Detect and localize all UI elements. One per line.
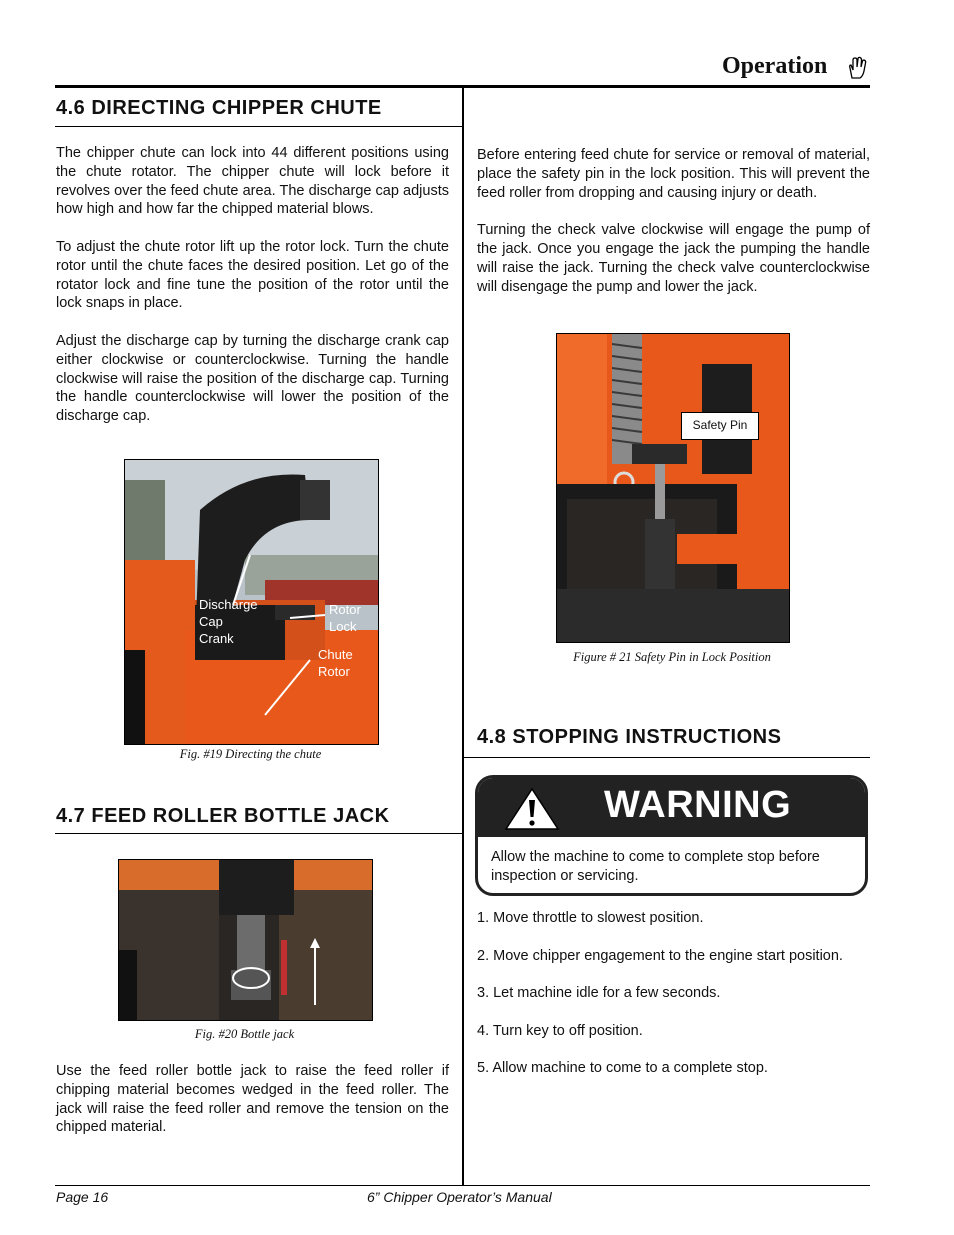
- bottle-jack-photo-illustration: [119, 860, 372, 1020]
- warning-triangle-icon: [503, 786, 561, 832]
- heading-4-8-rule: [463, 757, 870, 758]
- section-header-title: Operation: [722, 53, 828, 79]
- list-item: 5. Allow machine to come to a complete stop.: [477, 1060, 768, 1076]
- figure-19-photo: [124, 459, 379, 745]
- warning-text: Allow the machine to come to complete stop before inspection or servicing.: [491, 849, 820, 884]
- warning-box: [475, 775, 868, 896]
- list-item: 4. Turn key to off position.: [477, 1022, 643, 1039]
- manual-title: 6” Chipper Operator’s Manual: [367, 1189, 552, 1205]
- heading-4-6-rule: [55, 126, 462, 127]
- figure-21-caption: Figure # 21 Safety Pin in Lock Position: [573, 650, 771, 664]
- figure-20-caption: Fig. #20 Bottle jack: [194, 1027, 295, 1041]
- paragraph: Turning the check valve clockwise will engage the pump of the jack. Once you engage the jack the pumping the handle will raise the jack. Turning the check valve counterclockwise will disengage the pump and lower the jack.: [477, 222, 870, 295]
- heading-4-7: 4.7 FEED ROLLER BOTTLE JACK: [56, 805, 390, 827]
- safety-pin-label: Safety Pin: [681, 412, 759, 440]
- list-item: 2. Move chipper engagement to the engine start position.: [477, 947, 843, 964]
- callout-discharge-cap-crank: Discharge Cap Crank: [199, 597, 258, 646]
- figure-19-caption: Fig. #19 Directing the chute: [179, 747, 322, 761]
- paragraph: The chipper chute can lock into 44 different positions using the chute rotator. The chipper chute will lock before it revolves over the feed chute area. The discharge cap adjusts how high and how far the chipped material blows.: [56, 145, 449, 218]
- hand-icon: [846, 56, 868, 80]
- safety-pin-photo-illustration: [557, 334, 789, 642]
- footer-rule: [55, 1185, 870, 1186]
- stopping-steps-list: [477, 910, 869, 1098]
- section-4-6-body: [56, 144, 449, 445]
- list-item: 1. Move throttle to slowest position.: [477, 910, 704, 926]
- paragraph: Before entering feed chute for service or removal of material, place the safety pin in the lock position. This will prevent the feed roller from dropping and causing injury or death.: [477, 147, 870, 201]
- heading-4-7-rule: [55, 833, 462, 834]
- warning-title: WARNING: [604, 784, 792, 826]
- right-column-body: [477, 146, 870, 315]
- page-number: Page 16: [56, 1189, 109, 1205]
- heading-4-6: 4.6 DIRECTING CHIPPER CHUTE: [56, 97, 382, 119]
- warning-header: [478, 778, 865, 837]
- callout-chute-rotor: Chute Rotor: [318, 647, 353, 679]
- figure-20-photo: [118, 859, 373, 1021]
- figure-21-photo: [556, 333, 790, 643]
- column-divider: [462, 85, 464, 1186]
- callout-rotor-lock: Rotor Lock: [329, 602, 361, 634]
- paragraph: To adjust the chute rotor lift up the rotor lock. Turn the chute rotor until the chute faces the desired position. Let go of the rotator lock and fine tune the position of the rotor until the lock snaps in place.: [56, 238, 449, 312]
- section-4-7-body: Use the feed roller bottle jack to raise the feed roller if chipping material becomes wedged in the feed roller. The jack will raise the feed roller and remove the tension on the chipped material.: [56, 1063, 449, 1136]
- heading-4-8: 4.8 STOPPING INSTRUCTIONS: [477, 726, 782, 748]
- list-item: 3. Let machine idle for a few seconds.: [477, 985, 721, 1001]
- paragraph: Adjust the discharge cap by turning the discharge crank cap either clockwise or counterclockwise. Turning the handle clockwise will raise the position of the discharge cap. Turning the handle counterclockwise will lower the position of the discharge cap.: [56, 332, 449, 425]
